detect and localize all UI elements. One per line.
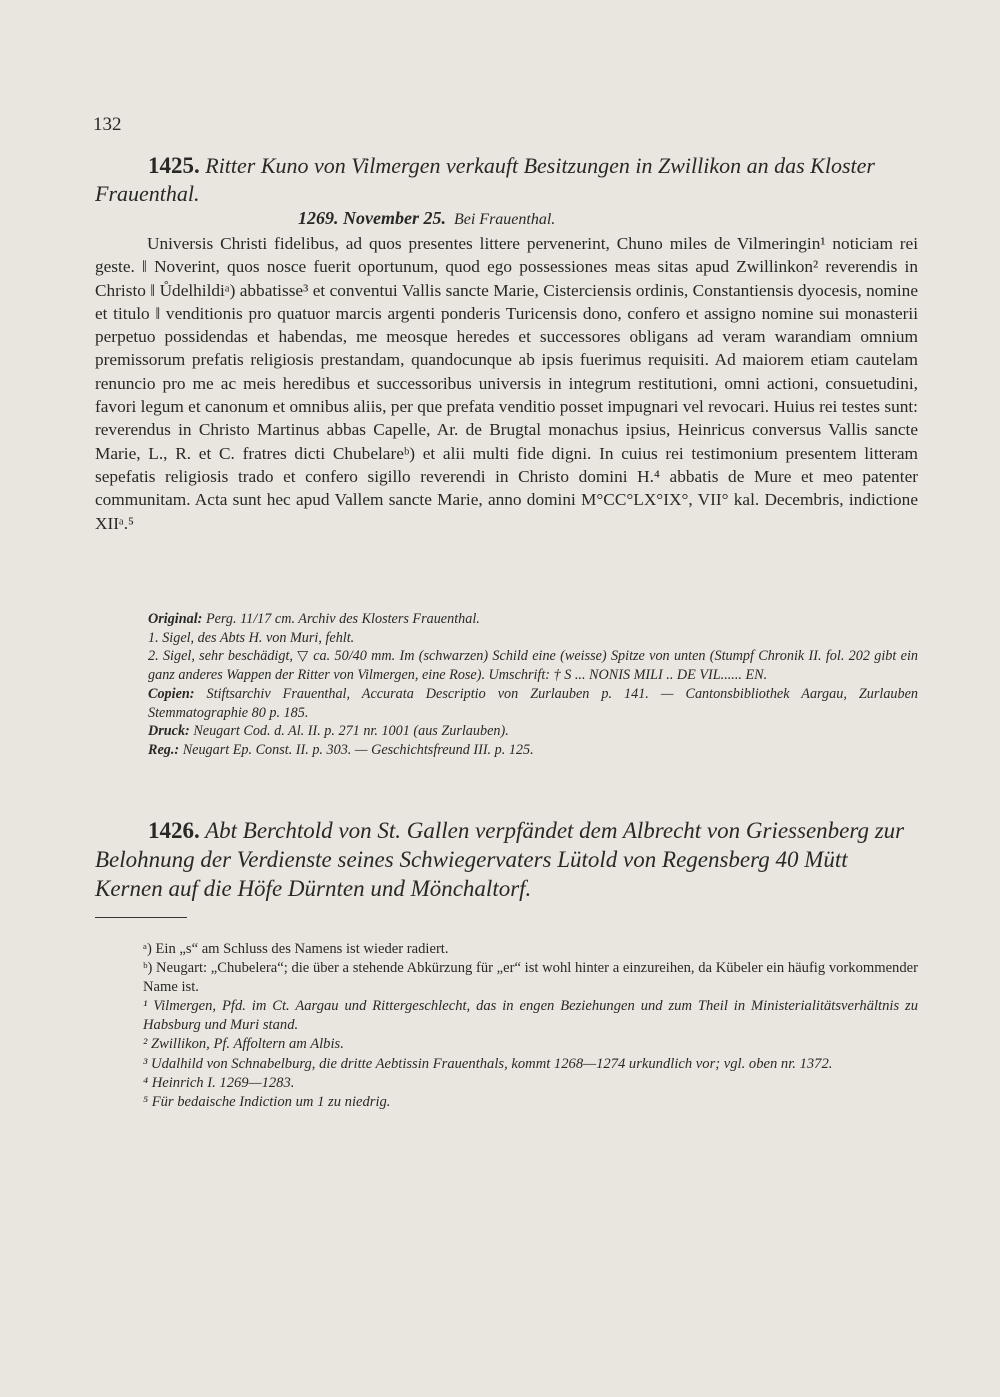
- footnotes: [95, 940, 918, 1112]
- note-original: Original: Perg. 11/17 cm. Archiv des Klosters Frauenthal.: [148, 611, 480, 627]
- entry-1426-heading: [95, 152, 918, 208]
- entry-1426-heading-2: [95, 816, 918, 903]
- charter-text: [95, 232, 918, 535]
- footnote-3: ³ Udalhild von Schnabelburg, die dritte Aebtissin Frauenthals, kommt 1268—1274 urkundlich vor; vgl. oben nr. 1372.: [143, 1055, 833, 1072]
- footnote-b: ᵇ) Neugart: „Chubelera“; die über a stehende Abkürzung für „er“ ist wohl hinter a einzureihen, da Kübeler ein häufig vorkommender Name ist.: [143, 960, 918, 996]
- entry-title-2: Abt Berchtold von St. Gallen verpfändet dem Albrecht von Griessenberg zur Belohnung der Verdienste seines Schwiegervaters Lütold von Regensberg 40 Mütt Kernen auf die Höfe Dürnten und Mönchaltorf.: [95, 818, 905, 901]
- note-druck: Druck: Neugart Cod. d. Al. II. p. 271 nr. 1001 (aus Zurlauben).: [148, 723, 509, 740]
- date-place: Bei Frauenthal.: [453, 211, 556, 228]
- date-text: 1269. November 25.: [298, 208, 446, 228]
- footnote-5: ⁵ Für bedaische Indiction um 1 zu niedrig.: [143, 1093, 391, 1110]
- charter-date: [298, 208, 555, 229]
- apparatus-notes: [95, 610, 918, 760]
- entry-title: Ritter Kuno von Vilmergen verkauft Besitzungen in Zwillikon an das Kloster Frauenthal.: [95, 153, 875, 206]
- footnote-4: ⁴ Heinrich I. 1269—1283.: [143, 1074, 295, 1091]
- entry-number-2: 1426.: [148, 818, 200, 843]
- footnote-a: ᵃ) Ein „s“ am Schluss des Namens ist wieder radiert.: [143, 941, 449, 957]
- footnote-2: ² Zwillikon, Pf. Affoltern am Albis.: [143, 1036, 344, 1053]
- charter-body: Universis Christi fidelibus, ad quos presentes littere pervenerint, Chuno miles de Vilmeringin¹ noticiam rei geste. ‖ Noverint, quos nosce fuerit oportunum, quod ego possessiones meas sitas apud Zwillinkon² reverendis in Christo ‖ Ůdelhildiᵃ) abbatisse³ et conventui Vallis sancte Marie, Cisterciensis ordinis, Constantiensis dyocesis, nomine et titulo ‖ venditionis pro quatuor marcis argenti ponderis Turicensis dono, confero et assigno nomine sui monasterii perpetuo possidendas et habendas, me meosque heredes et successores obligans ad veram warandiam omnium premissorum prefatis religiosis prestandam, quandocunque ab ipsis fuerimus requisiti. Ad maiorem etiam cautelam renuncio pro me ac meis heredibus et successoribus universis in integrum restitutioni, omni actioni, consuetudini, favori legum et canonum et omnibus aliis, per que prefata venditio posset impugnari vel revocari. Huius rei testes sunt: reverendus in Christo Martinus abbas Capelle, Ar. de Brugtal monachus ipsius, Heinricus conversus Vallis sancte Marie, L., R. et C. fratres dicti Chubelareᵇ) et alii multi fide digni. In cuius rei testimonium presentem litteram sepefatis religiosis trado et confero sigillo reverendi in Christo domini H.⁴ abbatis de Mure et meo patenter communitam. Acta sunt hec apud Vallem sancte Marie, anno domini M°CC°LX°IX°, VII° kal. Decembris, indictione XIIᵃ.⁵: [95, 234, 918, 533]
- note-seal-2: 2. Sigel, sehr beschädigt, ▽ ca. 50/40 mm. Im (schwarzen) Schild eine (weisse) Spitze von unten (Stumpf Chronik II. fol. 202 gibt ein ganz anderes Wappen der Ritter von Vilmergen, eine Rose). Umschrift: † S ... NONIS MILI .. DE VIL...... EN.: [148, 648, 918, 684]
- entry-number: 1425.: [148, 153, 200, 178]
- footnote-1: ¹ Vilmergen, Pfd. im Ct. Aargau und Rittergeschlecht, das in engen Beziehungen und zum Theil in Ministerialitätsverhältnis zu Habsburg und Muri stand.: [143, 998, 918, 1034]
- note-seal-1: 1. Sigel, des Abts H. von Muri, fehlt.: [148, 629, 355, 646]
- footnote-divider: [95, 917, 187, 918]
- note-copien: Copien: Stiftsarchiv Frauenthal, Accurata Descriptio von Zurlauben p. 141. — Cantonsbibliothek Aargau, Zurlauben Stemmatographie 80 p. 185.: [148, 685, 918, 721]
- note-reg: Reg.: Neugart Ep. Const. II. p. 303. — Geschichtsfreund III. p. 125.: [148, 741, 534, 758]
- page-number: 132: [93, 114, 122, 135]
